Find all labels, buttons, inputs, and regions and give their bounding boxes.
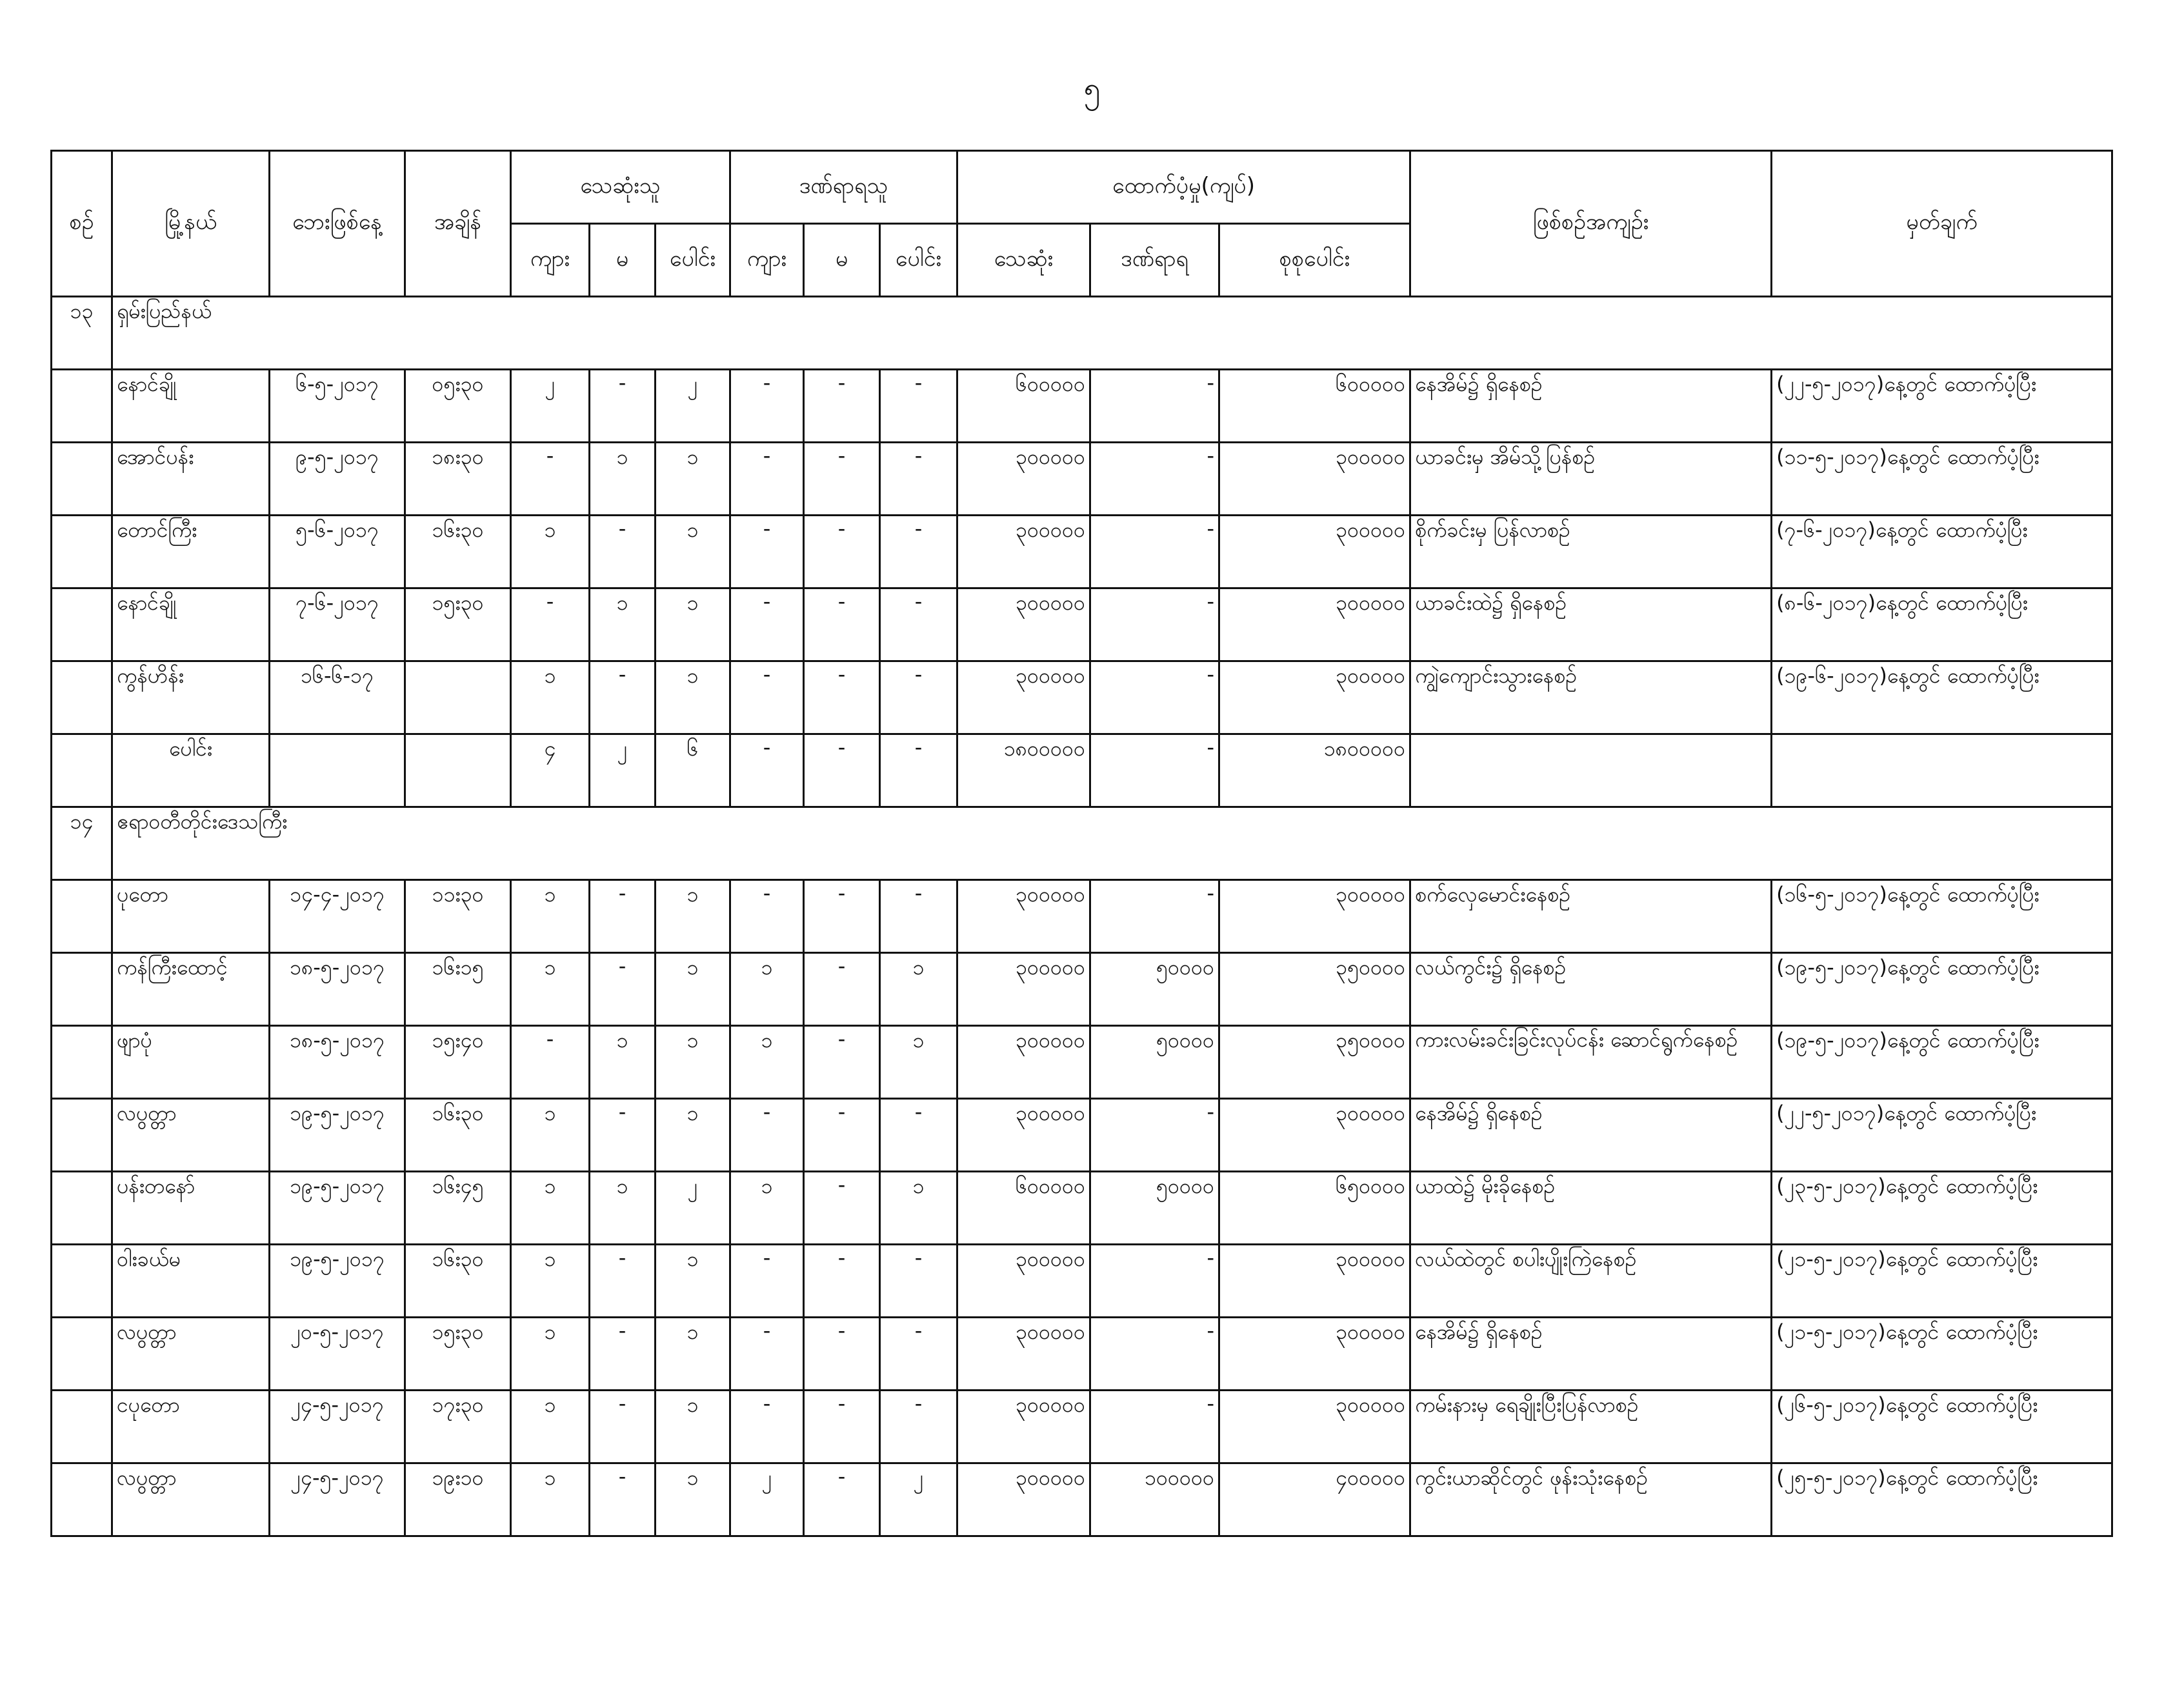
cell-relief-total: ၃၅၀၀၀၀: [1219, 953, 1410, 1026]
cell-injured-female: -: [804, 588, 880, 661]
cell-relief-dead: ၃၀၀၀၀၀: [957, 953, 1090, 1026]
cell-time: ၁၆း၄၅: [405, 1172, 511, 1245]
table-body: [52, 297, 2112, 1536]
cell-remark: (၂၂-၅-၂၀၁၇)နေ့တွင် ထောက်ပံ့ပြီး: [1772, 1099, 2112, 1172]
cell-time: ၀၅း၃၀: [405, 370, 511, 443]
cell-injured-total: -: [880, 1318, 957, 1391]
cell-township: နောင်ချို: [112, 588, 270, 661]
cell-cause: လယ်ထဲတွင် စပါးပျိုးကြဲနေစဥ်: [1410, 1245, 1772, 1318]
cell-injured-total: -: [880, 661, 957, 734]
cell-relief-injured: -: [1090, 1099, 1219, 1172]
total-injured-total: -: [880, 734, 957, 807]
cell-relief-injured: -: [1090, 1318, 1219, 1391]
cell-injured-male: -: [730, 1318, 804, 1391]
cell-date: ၁၆-၆-၁၇: [270, 661, 405, 734]
header-relief-injured: ဒဏ်ရာရ: [1090, 224, 1219, 297]
cell-dead-male: ၁: [511, 1099, 590, 1172]
cell-dead-female: -: [590, 953, 656, 1026]
cell-remark: (၈-၆-၂၀၁၇)နေ့တွင် ထောက်ပံ့ပြီး: [1772, 588, 2112, 661]
cell-township: တောင်ကြီး: [112, 516, 270, 588]
total-injured-male: -: [730, 734, 804, 807]
table-row: [52, 588, 2112, 661]
cell-remark: (၇-၆-၂၀၁၇)နေ့တွင် ထောက်ပံ့ပြီး: [1772, 516, 2112, 588]
cell-dead-male: ၁: [511, 1463, 590, 1536]
header-cause: ဖြစ်စဥ်အကျဥ်း: [1410, 151, 1772, 297]
total-injured-female: -: [804, 734, 880, 807]
cell-relief-injured: ၅၀၀၀၀: [1090, 953, 1219, 1026]
cell-injured-male: ၁: [730, 1172, 804, 1245]
cell-relief-injured: -: [1090, 443, 1219, 516]
cell-dead-total: ၁: [656, 1318, 730, 1391]
cell-injured-male: -: [730, 661, 804, 734]
cell-cause: ယာထဲ၌ မိုးခိုနေစဥ်: [1410, 1172, 1772, 1245]
cell-remark: (၂၃-၅-၂၀၁၇)နေ့တွင် ထောက်ပံ့ပြီး: [1772, 1172, 2112, 1245]
header-remark: မှတ်ချက်: [1772, 151, 2112, 297]
cell-township: လပွတ္တာ: [112, 1463, 270, 1536]
cell-dead-female: -: [590, 1245, 656, 1318]
cell-date: ၂၄-၅-၂၀၁၇: [270, 1391, 405, 1463]
table-row: [52, 516, 2112, 588]
disaster-relief-table: [50, 150, 2113, 1537]
header-injured-group: ဒဏ်ရာရသူ: [730, 151, 957, 224]
table-row: [52, 953, 2112, 1026]
cell-injured-total: ၁: [880, 1172, 957, 1245]
cell-dead-male: ၂: [511, 370, 590, 443]
table-header: [52, 151, 2112, 297]
cell-dead-total: ၁: [656, 516, 730, 588]
cell-injured-total: -: [880, 1391, 957, 1463]
cell-dead-female: -: [590, 1099, 656, 1172]
cell-remark: (၁၆-၅-၂၀၁၇)နေ့တွင် ထောက်ပံ့ပြီး: [1772, 880, 2112, 953]
cell-relief-dead: ၆၀၀၀၀၀: [957, 1172, 1090, 1245]
cell-relief-injured: -: [1090, 370, 1219, 443]
cell-injured-female: -: [804, 1026, 880, 1099]
cell-relief-total: ၃၀၀၀၀၀: [1219, 588, 1410, 661]
cell-dead-total: ၁: [656, 661, 730, 734]
cell-cause: ကျွဲကျောင်းသွားနေစဥ်: [1410, 661, 1772, 734]
header-dead-group: သေဆုံးသူ: [511, 151, 730, 224]
cell-dead-total: ၁: [656, 953, 730, 1026]
cell-relief-total: ၃၅၀၀၀၀: [1219, 1026, 1410, 1099]
cell-township: လပွတ္တာ: [112, 1318, 270, 1391]
cell-relief-total: ၃၀၀၀၀၀: [1219, 443, 1410, 516]
cell-cause: နေအိမ်၌ ရှိနေစဥ်: [1410, 1099, 1772, 1172]
header-relief-group: ထောက်ပံ့မှု(ကျပ်): [957, 151, 1410, 224]
cell-date: ၂၄-၅-၂၀၁၇: [270, 1463, 405, 1536]
cell-relief-total: ၃၀၀၀၀၀: [1219, 1099, 1410, 1172]
cell-date: [270, 734, 405, 807]
cell-remark: (၁၉-၅-၂၀၁၇)နေ့တွင် ထောက်ပံ့ပြီး: [1772, 1026, 2112, 1099]
cell-relief-dead: ၃၀၀၀၀၀: [957, 516, 1090, 588]
cell-remark: [1772, 734, 2112, 807]
header-injured-total: ပေါင်း: [880, 224, 957, 297]
cell-sr: [52, 1245, 112, 1318]
cell-relief-total: ၆၅၀၀၀၀: [1219, 1172, 1410, 1245]
cell-injured-total: -: [880, 370, 957, 443]
header-injured-female: မ: [804, 224, 880, 297]
cell-date: ၁၄-၄-၂၀၁၇: [270, 880, 405, 953]
cell-injured-female: -: [804, 1318, 880, 1391]
cell-sr: [52, 953, 112, 1026]
cell-relief-injured: ၁၀၀၀၀၀: [1090, 1463, 1219, 1536]
cell-dead-female: -: [590, 516, 656, 588]
cell-relief-dead: ၃၀၀၀၀၀: [957, 443, 1090, 516]
cell-date: ၅-၆-၂၀၁၇: [270, 516, 405, 588]
cell-sr: [52, 1026, 112, 1099]
cell-township: ငပုတော: [112, 1391, 270, 1463]
cell-dead-male: ၁: [511, 1245, 590, 1318]
cell-date: ၆-၅-၂၀၁၇: [270, 370, 405, 443]
cell-date: ၁၈-၅-၂၀၁၇: [270, 953, 405, 1026]
cell-dead-total: ၁: [656, 1099, 730, 1172]
cell-dead-total: ၁: [656, 880, 730, 953]
header-dead-female: မ: [590, 224, 656, 297]
table-row: [52, 1463, 2112, 1536]
cell-township: ပုတော: [112, 880, 270, 953]
header-relief-dead: သေဆုံး: [957, 224, 1090, 297]
cell-injured-male: ၁: [730, 1026, 804, 1099]
cell-time: [405, 661, 511, 734]
cell-injured-male: ၁: [730, 953, 804, 1026]
section-number: ၁၄: [52, 807, 112, 880]
cell-cause: ကွင်းယာဆိုင်တွင် ဖုန်းသုံးနေစဥ်: [1410, 1463, 1772, 1536]
cell-relief-dead: ၃၀၀၀၀၀: [957, 588, 1090, 661]
cell-injured-female: -: [804, 953, 880, 1026]
cell-injured-female: -: [804, 1463, 880, 1536]
cell-dead-male: ၁: [511, 953, 590, 1026]
cell-relief-dead: ၃၀၀၀၀၀: [957, 661, 1090, 734]
cell-date: ၉-၅-၂၀၁၇: [270, 443, 405, 516]
cell-cause: ယာခင်းထဲ၌ ရှိနေစဥ်: [1410, 588, 1772, 661]
cell-injured-total: ၁: [880, 953, 957, 1026]
cell-sr: [52, 516, 112, 588]
cell-dead-female: ၁: [590, 1026, 656, 1099]
cell-relief-dead: ၃၀၀၀၀၀: [957, 1026, 1090, 1099]
cell-dead-male: ၁: [511, 1391, 590, 1463]
cell-injured-total: -: [880, 588, 957, 661]
table-row: [52, 1172, 2112, 1245]
cell-injured-male: -: [730, 516, 804, 588]
cell-injured-female: -: [804, 1245, 880, 1318]
cell-injured-female: -: [804, 1391, 880, 1463]
header-date: ဘေးဖြစ်နေ့: [270, 151, 405, 297]
cell-relief-total: ၃၀၀၀၀၀: [1219, 1318, 1410, 1391]
section-region: ရှမ်းပြည်နယ်: [112, 297, 2112, 370]
total-label: ပေါင်း: [112, 734, 270, 807]
cell-relief-injured: -: [1090, 661, 1219, 734]
cell-relief-dead: ၃၀၀၀၀၀: [957, 1099, 1090, 1172]
cell-date: ၇-၆-၂၀၁၇: [270, 588, 405, 661]
cell-sr: [52, 370, 112, 443]
cell-injured-female: -: [804, 661, 880, 734]
cell-relief-dead: ၆၀၀၀၀၀: [957, 370, 1090, 443]
cell-remark: (၂၁-၅-၂၀၁၇)နေ့တွင် ထောက်ပံ့ပြီး: [1772, 1245, 2112, 1318]
table-row: [52, 1391, 2112, 1463]
cell-sr: [52, 661, 112, 734]
cell-dead-female: -: [590, 1318, 656, 1391]
cell-dead-total: ၁: [656, 1026, 730, 1099]
cell-remark: (၁၁-၅-၂၀၁၇)နေ့တွင် ထောက်ပံ့ပြီး: [1772, 443, 2112, 516]
header-township: မြို့နယ်: [112, 151, 270, 297]
cell-time: ၁၅း၄၀: [405, 1026, 511, 1099]
cell-time: ၁၉း၁၀: [405, 1463, 511, 1536]
total-relief-dead: ၁၈၀၀၀၀၀: [957, 734, 1090, 807]
cell-dead-male: -: [511, 1026, 590, 1099]
cell-township: ဝါးခယ်မ: [112, 1245, 270, 1318]
cell-date: ၁၈-၅-၂၀၁၇: [270, 1026, 405, 1099]
header-injured-male: ကျား: [730, 224, 804, 297]
cell-injured-female: -: [804, 516, 880, 588]
table-row: [52, 370, 2112, 443]
cell-date: ၁၉-၅-၂၀၁၇: [270, 1172, 405, 1245]
cell-relief-injured: -: [1090, 516, 1219, 588]
cell-remark: (၂၂-၅-၂၀၁၇)နေ့တွင် ထောက်ပံ့ပြီး: [1772, 370, 2112, 443]
section-row: [52, 807, 2112, 880]
cell-injured-male: ၂: [730, 1463, 804, 1536]
table-row: [52, 1099, 2112, 1172]
cell-dead-female: ၁: [590, 588, 656, 661]
cell-dead-male: ၁: [511, 880, 590, 953]
cell-cause: နေအိမ်၌ ရှိနေစဥ်: [1410, 1318, 1772, 1391]
cell-remark: (၁၉-၅-၂၀၁၇)နေ့တွင် ထောက်ပံ့ပြီး: [1772, 953, 2112, 1026]
cell-injured-male: -: [730, 370, 804, 443]
cell-dead-female: -: [590, 370, 656, 443]
table-row: [52, 1245, 2112, 1318]
cell-injured-male: -: [730, 880, 804, 953]
cell-dead-male: -: [511, 443, 590, 516]
cell-time: [405, 734, 511, 807]
cell-dead-total: ၂: [656, 1172, 730, 1245]
cell-injured-total: -: [880, 443, 957, 516]
cell-injured-female: -: [804, 370, 880, 443]
cell-time: ၁၆း၁၅: [405, 953, 511, 1026]
cell-relief-dead: ၃၀၀၀၀၀: [957, 1318, 1090, 1391]
total-dead-total: ၆: [656, 734, 730, 807]
cell-sr: [52, 880, 112, 953]
cell-dead-male: -: [511, 588, 590, 661]
cell-township: ဖျာပုံ: [112, 1026, 270, 1099]
cell-sr: [52, 1391, 112, 1463]
cell-relief-injured: -: [1090, 588, 1219, 661]
cell-time: ၁၆း၃၀: [405, 1245, 511, 1318]
header-dead-male: ကျား: [511, 224, 590, 297]
cell-relief-total: ၃၀၀၀၀၀: [1219, 880, 1410, 953]
cell-cause: ကားလမ်းခင်းခြင်းလုပ်ငန်း ဆောင်ရွက်နေစဥ်: [1410, 1026, 1772, 1099]
page-number: ၅: [1083, 70, 1101, 105]
total-relief-total: ၁၈၀၀၀၀၀: [1219, 734, 1410, 807]
cell-relief-injured: -: [1090, 880, 1219, 953]
cell-relief-injured: -: [1090, 1245, 1219, 1318]
cell-date: ၂၀-၅-၂၀၁၇: [270, 1318, 405, 1391]
cell-injured-female: -: [804, 1172, 880, 1245]
header-sr: စဥ်: [52, 151, 112, 297]
cell-time: ၁၆း၃၀: [405, 1099, 511, 1172]
cell-injured-male: -: [730, 1391, 804, 1463]
cell-injured-total: -: [880, 1099, 957, 1172]
cell-time: ၁၁း၃၀: [405, 880, 511, 953]
cell-date: ၁၉-၅-၂၀၁၇: [270, 1245, 405, 1318]
cell-relief-injured: ၅၀၀၀၀: [1090, 1172, 1219, 1245]
cell-injured-female: -: [804, 1099, 880, 1172]
cell-injured-male: -: [730, 1245, 804, 1318]
cell-dead-female: ၁: [590, 1172, 656, 1245]
cell-dead-female: ၁: [590, 443, 656, 516]
cell-relief-injured: ၅၀၀၀၀: [1090, 1026, 1219, 1099]
cell-relief-dead: ၃၀၀၀၀၀: [957, 1391, 1090, 1463]
cell-injured-total: ၁: [880, 1026, 957, 1099]
cell-dead-female: -: [590, 661, 656, 734]
cell-sr: [52, 734, 112, 807]
cell-injured-total: -: [880, 1245, 957, 1318]
cell-remark: (၂၆-၅-၂၀၁၇)နေ့တွင် ထောက်ပံ့ပြီး: [1772, 1391, 2112, 1463]
total-row: [52, 734, 2112, 807]
cell-dead-total: ၁: [656, 1391, 730, 1463]
section-row: [52, 297, 2112, 370]
cell-relief-total: ၃၀၀၀၀၀: [1219, 1245, 1410, 1318]
cell-dead-male: ၁: [511, 1318, 590, 1391]
cell-sr: [52, 588, 112, 661]
cell-township: ကွန်ဟိန်း: [112, 661, 270, 734]
cell-injured-total: -: [880, 880, 957, 953]
cell-cause: စိုက်ခင်းမှ ပြန်လာစဥ်: [1410, 516, 1772, 588]
cell-township: ပန်းတနော်: [112, 1172, 270, 1245]
header-dead-total: ပေါင်း: [656, 224, 730, 297]
total-relief-injured: -: [1090, 734, 1219, 807]
cell-township: အောင်ပန်း: [112, 443, 270, 516]
header-time: အချိန်: [405, 151, 511, 297]
table-row: [52, 443, 2112, 516]
cell-time: ၁၈း၃၀: [405, 443, 511, 516]
cell-dead-total: ၁: [656, 588, 730, 661]
cell-injured-total: ၂: [880, 1463, 957, 1536]
cell-township: လပွတ္တာ: [112, 1099, 270, 1172]
cell-dead-female: -: [590, 880, 656, 953]
cell-cause: ယာခင်းမှ အိမ်သို့ပြန်စဥ်: [1410, 443, 1772, 516]
cell-township: ကန်ကြီးထောင့်: [112, 953, 270, 1026]
cell-injured-male: -: [730, 443, 804, 516]
cell-cause: ကမ်းနားမှ ရေချိုးပြီးပြန်လာစဥ်: [1410, 1391, 1772, 1463]
cell-injured-female: -: [804, 880, 880, 953]
cell-time: ၁၅း၃၀: [405, 1318, 511, 1391]
cell-remark: (၁၉-၆-၂၀၁၇)နေ့တွင် ထောက်ပံ့ပြီး: [1772, 661, 2112, 734]
cell-township: နောင်ချို: [112, 370, 270, 443]
cell-dead-total: ၁: [656, 443, 730, 516]
cell-relief-total: ၃၀၀၀၀၀: [1219, 661, 1410, 734]
cell-cause: [1410, 734, 1772, 807]
cell-dead-total: ၂: [656, 370, 730, 443]
cell-cause: နေအိမ်၌ ရှိနေစဥ်: [1410, 370, 1772, 443]
cell-remark: (၂၅-၅-၂၀၁၇)နေ့တွင် ထောက်ပံ့ပြီး: [1772, 1463, 2112, 1536]
cell-injured-female: -: [804, 443, 880, 516]
cell-dead-total: ၁: [656, 1463, 730, 1536]
cell-injured-total: -: [880, 516, 957, 588]
cell-relief-total: ၃၀၀၀၀၀: [1219, 1391, 1410, 1463]
cell-injured-male: -: [730, 1099, 804, 1172]
table-row: [52, 661, 2112, 734]
cell-time: ၁၇း၃၀: [405, 1391, 511, 1463]
cell-sr: [52, 1099, 112, 1172]
cell-dead-female: -: [590, 1463, 656, 1536]
cell-relief-dead: ၃၀၀၀၀၀: [957, 880, 1090, 953]
header-relief-total: စုစုပေါင်း: [1219, 224, 1410, 297]
cell-time: ၁၆း၃၀: [405, 516, 511, 588]
cell-relief-total: ၄၀၀၀၀၀: [1219, 1463, 1410, 1536]
cell-dead-male: ၁: [511, 1172, 590, 1245]
table-row: [52, 1318, 2112, 1391]
cell-relief-injured: -: [1090, 1391, 1219, 1463]
cell-sr: [52, 1318, 112, 1391]
cell-cause: လယ်ကွင်း၌ ရှိနေစဥ်: [1410, 953, 1772, 1026]
section-number: ၁၃: [52, 297, 112, 370]
cell-remark: (၂၁-၅-၂၀၁၇)နေ့တွင် ထောက်ပံ့ပြီး: [1772, 1318, 2112, 1391]
cell-dead-female: -: [590, 1391, 656, 1463]
cell-sr: [52, 1172, 112, 1245]
cell-sr: [52, 443, 112, 516]
table-row: [52, 1026, 2112, 1099]
cell-date: ၁၉-၅-၂၀၁၇: [270, 1099, 405, 1172]
total-dead-male: ၄: [511, 734, 590, 807]
section-region: ဧရာဝတီတိုင်းဒေသကြီး: [112, 807, 2112, 880]
total-dead-female: ၂: [590, 734, 656, 807]
cell-relief-dead: ၃၀၀၀၀၀: [957, 1463, 1090, 1536]
cell-dead-male: ၁: [511, 661, 590, 734]
cell-dead-male: ၁: [511, 516, 590, 588]
cell-relief-dead: ၃၀၀၀၀၀: [957, 1245, 1090, 1318]
cell-sr: [52, 1463, 112, 1536]
cell-relief-total: ၆၀၀၀၀၀: [1219, 370, 1410, 443]
cell-relief-total: ၃၀၀၀၀၀: [1219, 516, 1410, 588]
cell-dead-total: ၁: [656, 1245, 730, 1318]
cell-cause: စက်လှေမောင်းနေစဥ်: [1410, 880, 1772, 953]
cell-injured-male: -: [730, 588, 804, 661]
table-row: [52, 880, 2112, 953]
cell-time: ၁၅း၃၀: [405, 588, 511, 661]
